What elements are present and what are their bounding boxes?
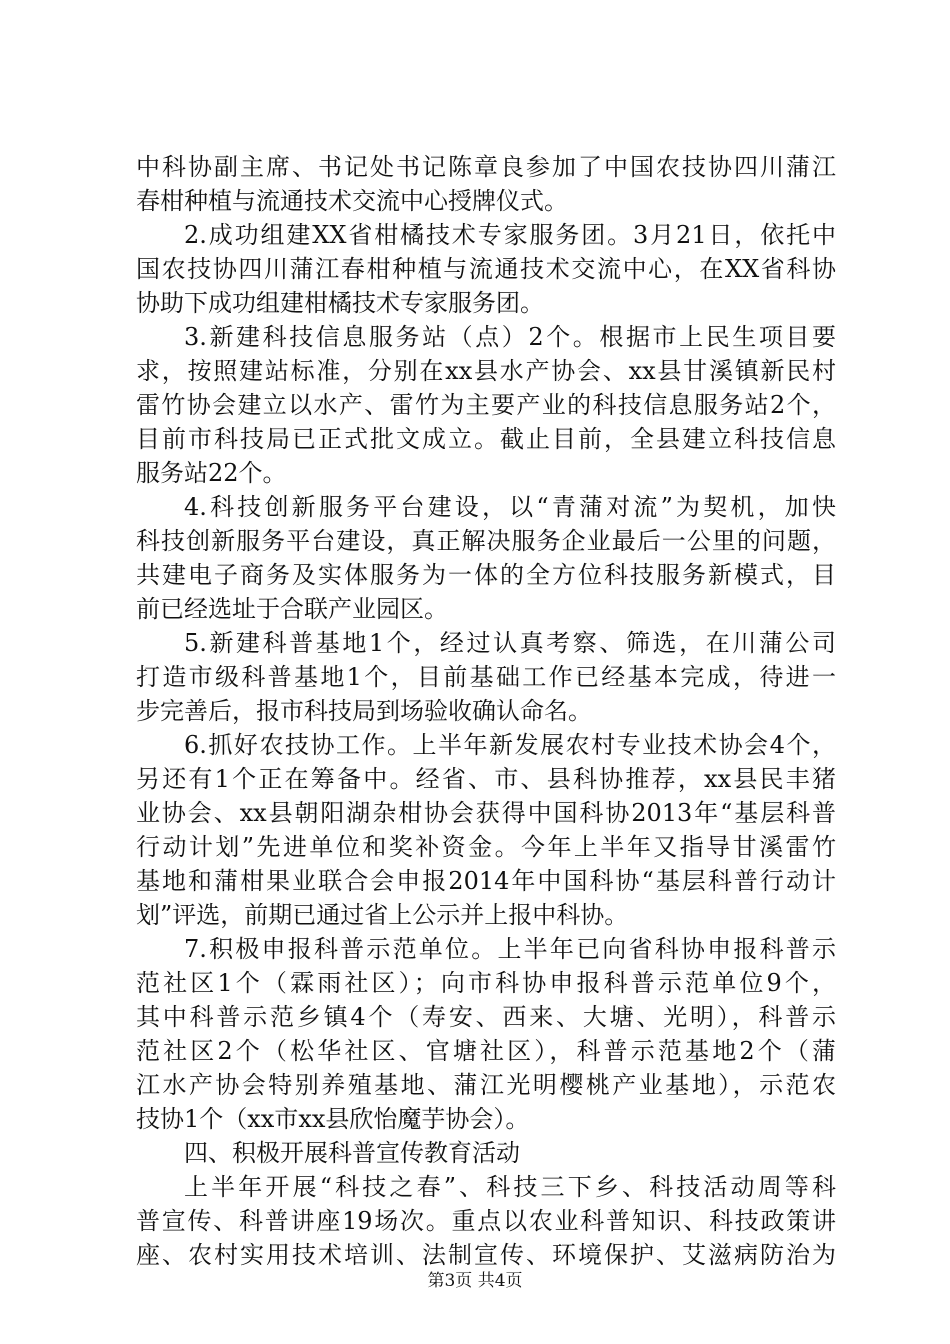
text-line: 步完善后，报市科技局到场验收确认命名。 xyxy=(136,697,592,725)
paragraph xyxy=(136,320,836,490)
text-line: 前已经选址于合联产业园区。 xyxy=(136,595,448,623)
text-line: 技协1个（xx市xx县欣怡魔芋协会）。 xyxy=(136,1105,530,1133)
text-line: 行动计划”先进单位和奖补资金。今年上半年又指导甘溪雷竹 xyxy=(136,833,836,861)
text-line: 科技创新服务平台建设，真正解决服务企业最后一公里的问题， xyxy=(136,527,836,555)
body-text xyxy=(136,150,836,1272)
text-line: 4.科技创新服务平台建设，以“青蒲对流”为契机，加快 xyxy=(184,493,836,521)
text-line: 上半年开展“科技之春”、科技三下乡、科技活动周等科 xyxy=(184,1173,836,1201)
text-line: 7.积极申报科普示范单位。上半年已向省科协申报科普示 xyxy=(184,935,836,963)
paragraph xyxy=(136,490,836,626)
text-line: 中科协副主席、书记处书记陈章良参加了中国农技协四川蒲江 xyxy=(136,153,836,181)
text-line: 打造市级科普基地1个，目前基础工作已经基本完成，待进一 xyxy=(136,663,836,691)
text-line: 5.新建科普基地1个，经过认真考察、筛选，在川蒲公司 xyxy=(184,629,836,657)
text-line: 服务站22个。 xyxy=(136,459,287,487)
text-line: 国农技协四川蒲江春柑种植与流通技术交流中心，在XX省科协 xyxy=(136,255,836,283)
text-line: 6.抓好农技协工作。上半年新发展农村专业技术协会4个， xyxy=(184,731,836,759)
text-line: 划”评选，前期已通过省上公示并上报中科协。 xyxy=(136,901,629,929)
text-line: 协助下成功组建柑橘技术专家服务团。 xyxy=(136,289,544,317)
paragraph xyxy=(136,626,836,728)
text-line: 2.成功组建XX省柑橘技术专家服务团。3月21日，依托中 xyxy=(184,221,836,249)
text-line: 四、积极开展科普宣传教育活动 xyxy=(184,1139,520,1167)
paragraph xyxy=(136,728,836,932)
text-line: 求，按照建站标准，分别在xx县水产协会、xx县甘溪镇新民村 xyxy=(136,357,836,385)
text-line: 3.新建科技信息服务站（点）2个。根据市上民生项目要 xyxy=(184,323,836,351)
text-line: 雷竹协会建立以水产、雷竹为主要产业的科技信息服务站2个， xyxy=(136,391,836,419)
text-line: 目前市科技局已正式批文成立。截止目前，全县建立科技信息 xyxy=(136,425,836,453)
text-line: 春柑种植与流通技术交流中心授牌仪式。 xyxy=(136,187,568,215)
paragraph xyxy=(136,1136,836,1170)
text-line: 基地和蒲柑果业联合会申报2014年中国科协“基层科普行动计 xyxy=(136,867,836,895)
paragraph xyxy=(136,932,836,1136)
text-line: 座、农村实用技术培训、法制宣传、环境保护、艾滋病防治为 xyxy=(136,1241,836,1269)
text-line: 其中科普示范乡镇4个（寿安、西来、大塘、光明），科普示 xyxy=(136,1003,836,1031)
page-footer: 第3页 共4页 xyxy=(427,1271,523,1291)
text-line: 范社区1个（霖雨社区）；向市科协申报科普示范单位9个， xyxy=(136,969,836,997)
paragraph xyxy=(136,150,836,218)
text-line: 普宣传、科普讲座19场次。重点以农业科普知识、科技政策讲 xyxy=(136,1207,836,1235)
text-line: 另还有1个正在筹备中。经省、市、县科协推荐，xx县民丰猪 xyxy=(136,765,836,793)
paragraph xyxy=(136,1170,836,1272)
paragraph xyxy=(136,218,836,320)
text-line: 范社区2个（松华社区、官塘社区），科普示范基地2个（蒲 xyxy=(136,1037,836,1065)
text-line: 江水产协会特别养殖基地、蒲江光明樱桃产业基地），示范农 xyxy=(136,1071,836,1099)
text-line: 共建电子商务及实体服务为一体的全方位科技服务新模式，目 xyxy=(136,561,836,589)
text-line: 业协会、xx县朝阳湖杂柑协会获得中国科协2013年“基层科普 xyxy=(136,799,836,827)
